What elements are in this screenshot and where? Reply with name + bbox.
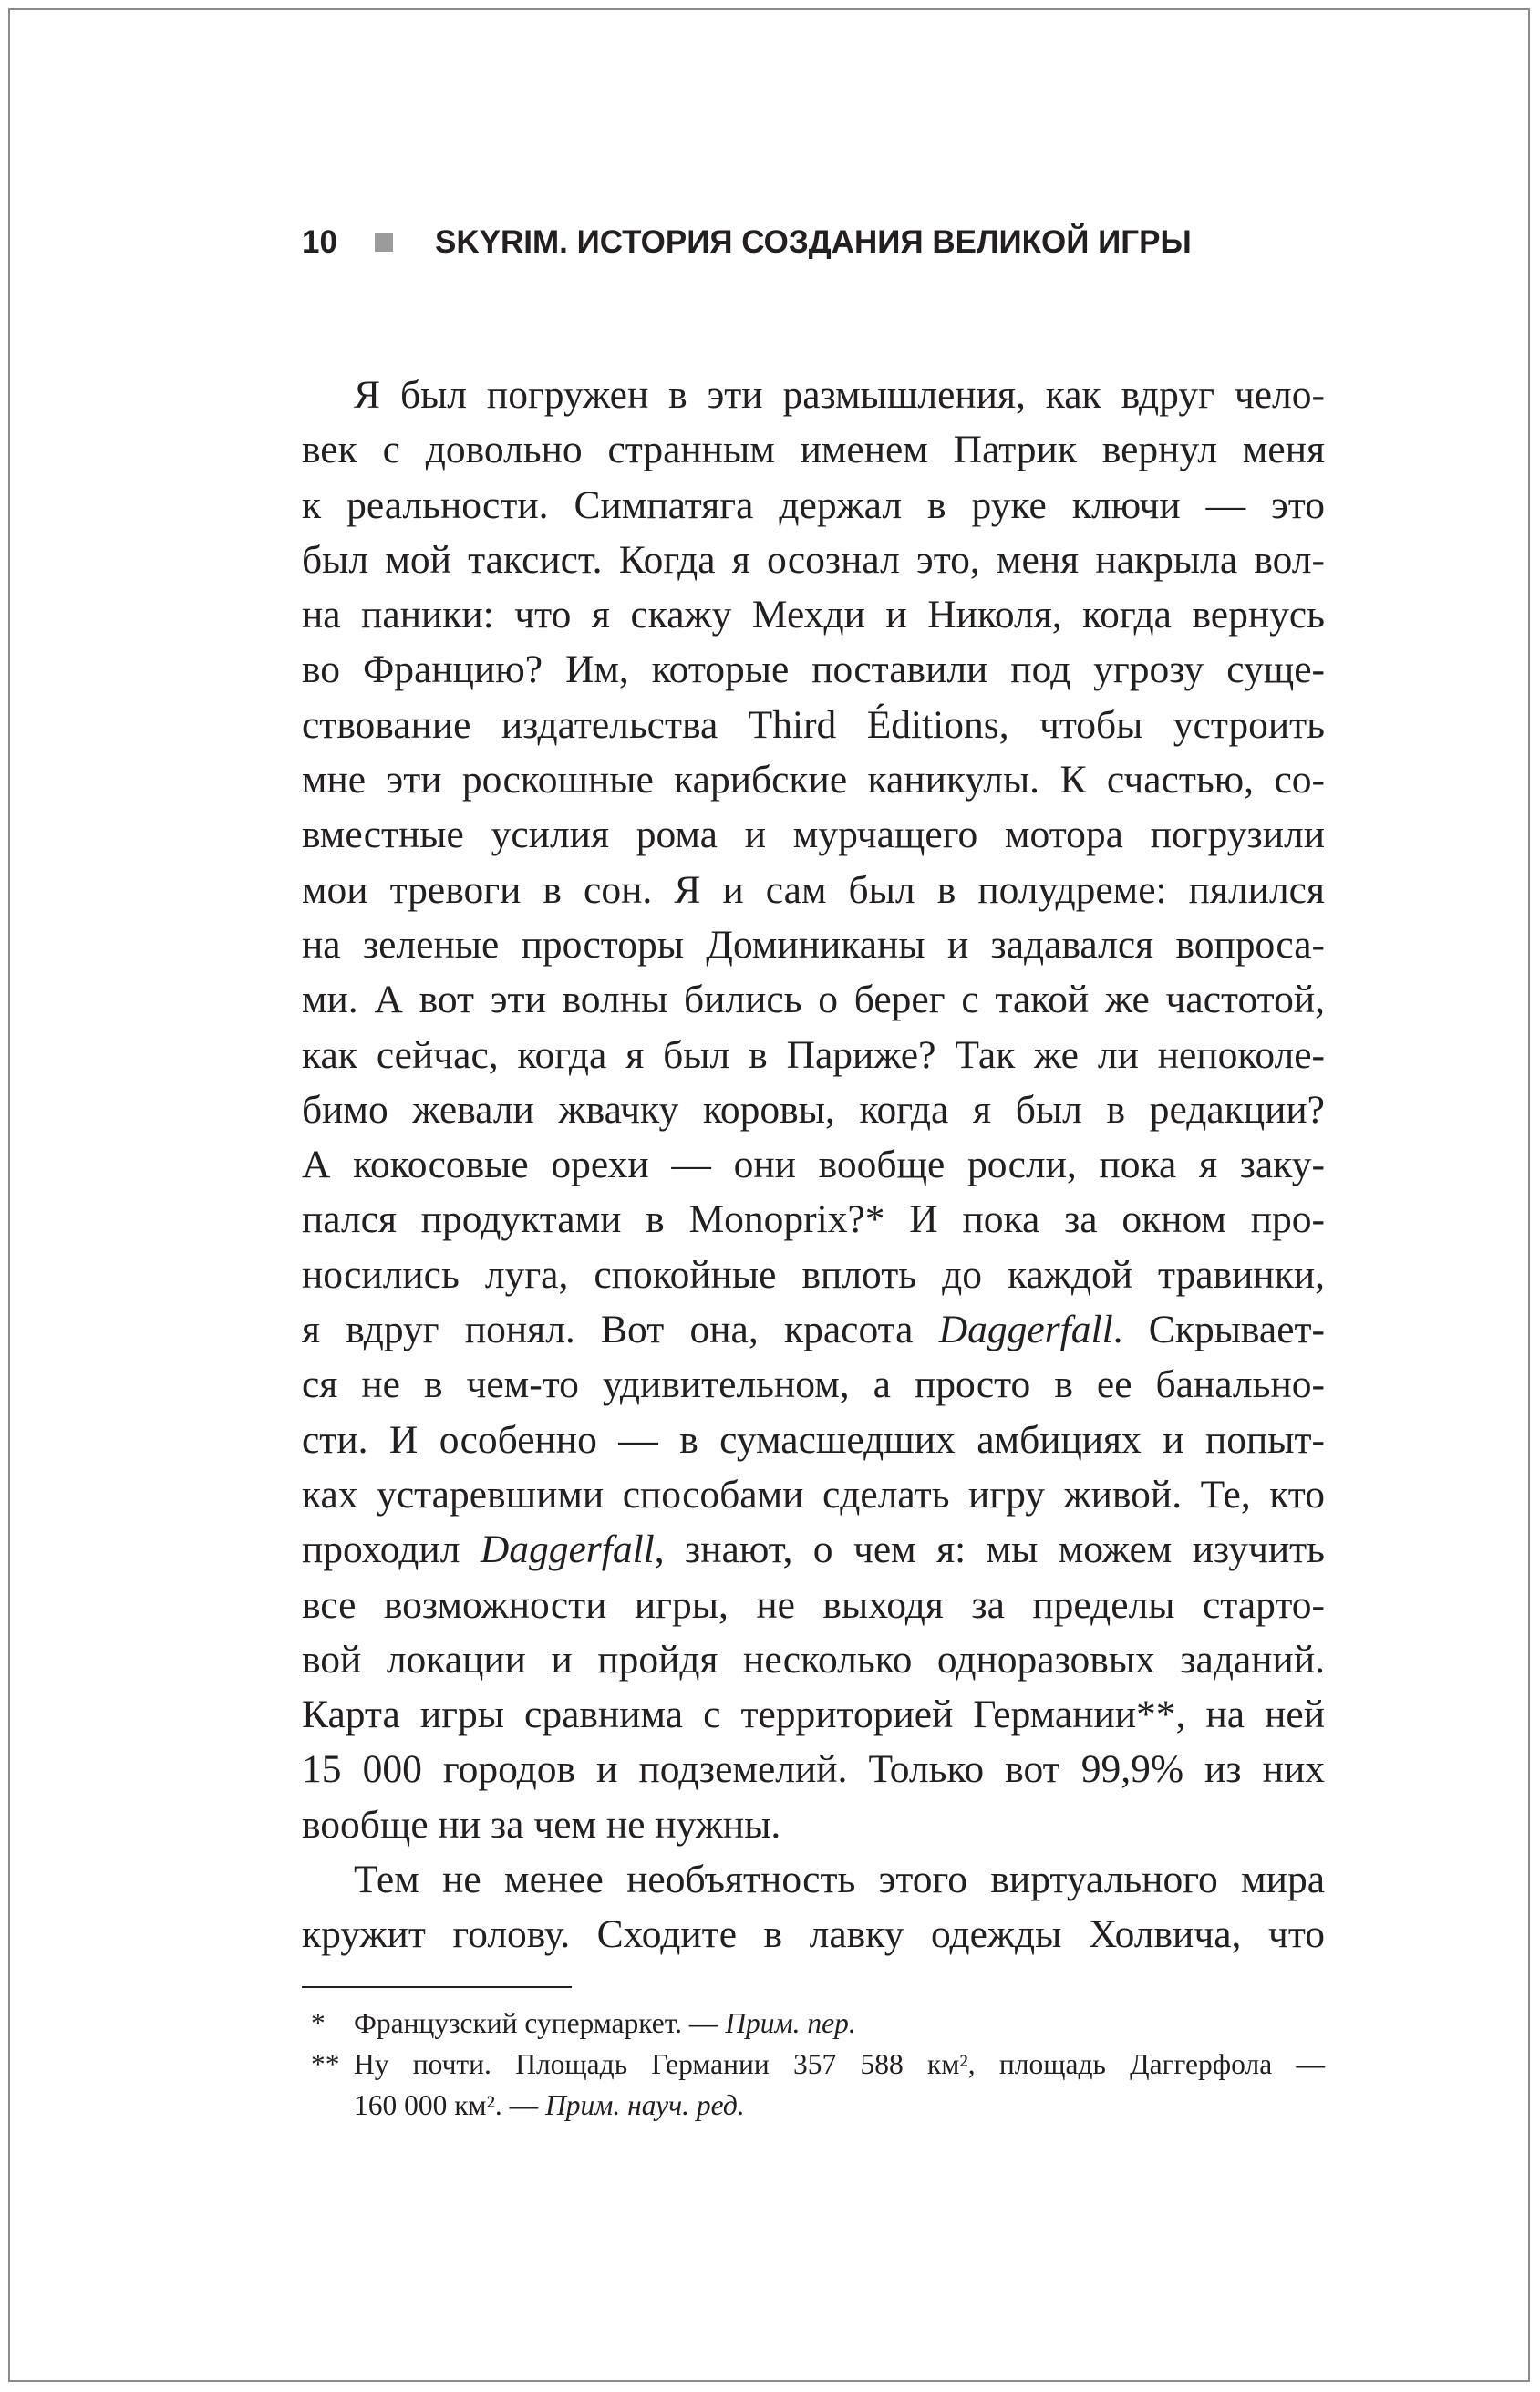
paragraph-2 xyxy=(302,1852,1325,1962)
text-line: 15 000 городов и подземелий. Только вот 99,9% из них xyxy=(302,1747,1325,1792)
footnote-note: Прим. пер. xyxy=(725,2007,856,2039)
text-line: сти. И особенно — в сумасшедших амбициях и попыт- xyxy=(302,1417,1325,1462)
running-head xyxy=(302,219,1192,266)
text-line: ми. А вот эти волны бились о берег с такой же частотой, xyxy=(302,978,1325,1022)
footnote-divider xyxy=(302,1986,572,1988)
book-title: SKYRIM. ИСТОРИЯ СОЗДАНИЯ ВЕЛИКОЙ ИГРЫ xyxy=(435,224,1192,260)
footnote-text: Французский супермаркет. — xyxy=(354,2007,726,2039)
text-line: Тем не менее необъятность этого виртуального мира xyxy=(354,1858,1325,1902)
text-fragment: . Скрывает- xyxy=(1112,1308,1326,1352)
footnote-line xyxy=(354,2003,1325,2044)
text-line: носились луга, спокойные вплоть до каждой травинки, xyxy=(302,1252,1325,1297)
text-line: Я был погружен в эти размышления, как вдруг чело- xyxy=(354,373,1325,417)
footnote-note: Прим. науч. ред. xyxy=(545,2089,745,2121)
paragraph-1 xyxy=(302,368,1325,1852)
text-line: ках устаревшими способами сделать игру живой. Те, кто xyxy=(302,1472,1325,1517)
game-title-italic: Daggerfall xyxy=(938,1308,1113,1352)
text-line: вместные усилия рома и мурчащего мотора погрузили xyxy=(302,813,1325,857)
text-line: вообще ни за чем не нужны. xyxy=(302,1802,781,1847)
text-line: был мой таксист. Когда я осознал это, меня накрыла вол- xyxy=(302,537,1325,582)
text-line: к реальности. Симпатяга держал в руке ключи — это xyxy=(302,482,1325,527)
text-line: во Францию? Им, которые поставили под угрозу суще- xyxy=(302,647,1325,692)
text-line: Карта игры сравнима с территорией Германии**, на ней xyxy=(302,1693,1325,1737)
text-line: на зеленые просторы Доминиканы и задавался вопроса- xyxy=(302,922,1325,967)
text-line: как сейчас, когда я был в Париже? Так же ли непоколе- xyxy=(302,1032,1325,1077)
text-fragment: я вдруг понял. Вот она, красота xyxy=(302,1308,939,1352)
text-line xyxy=(302,1302,1325,1357)
footnote-text: 160 000 км². — xyxy=(354,2089,546,2121)
text-line: А кокосовые орехи — они вообще росли, пока я заку- xyxy=(302,1143,1325,1187)
footnote-1 xyxy=(302,2003,1325,2044)
footnote-mark: ** xyxy=(311,2048,340,2080)
text-line: мои тревоги в сон. Я и сам был в полудреме: пялился xyxy=(302,867,1325,912)
text-line: ся не в чем-то удивительном, а просто в ее банально- xyxy=(302,1362,1325,1407)
footnote-2 xyxy=(302,2044,1325,2126)
text-fragment: , знают, о чем я: мы можем изучить xyxy=(654,1527,1325,1572)
text-line: вой локации и пройдя несколько одноразовых заданий. xyxy=(302,1637,1325,1682)
text-line: век с довольно странным именем Патрик вернул меня xyxy=(302,428,1325,472)
text-line: ствование издательства Third Éditions, чтобы устроить xyxy=(302,702,1325,747)
game-title-italic: Daggerfall xyxy=(480,1527,655,1572)
text-line xyxy=(302,1522,1325,1577)
footnote-mark: * xyxy=(311,2007,326,2039)
footnote-line xyxy=(354,2085,1325,2126)
text-fragment: проходил xyxy=(302,1527,481,1572)
footnotes xyxy=(302,2003,1325,2126)
text-line: на паники: что я скажу Мехди и Николя, когда вернусь xyxy=(302,593,1325,637)
text-line: бимо жевали жвачку коровы, когда я был в редакции? xyxy=(302,1087,1325,1132)
page-number: 10 xyxy=(302,224,337,260)
separator-square-icon xyxy=(375,233,393,252)
text-line: мне эти роскошные карибские каникулы. К счастью, со- xyxy=(302,758,1325,803)
main-text xyxy=(302,368,1325,1962)
text-line: пался продуктами в Monoprix?* И пока за окном про- xyxy=(302,1197,1325,1242)
text-line: кружит голову. Сходите в лавку одежды Холвича, что xyxy=(302,1912,1325,1957)
footnote-line: Ну почти. Площадь Германии 357 588 км², площадь Даггерфола — xyxy=(354,2048,1325,2080)
text-line: все возможности игры, не выходя за пределы старто- xyxy=(302,1582,1325,1627)
